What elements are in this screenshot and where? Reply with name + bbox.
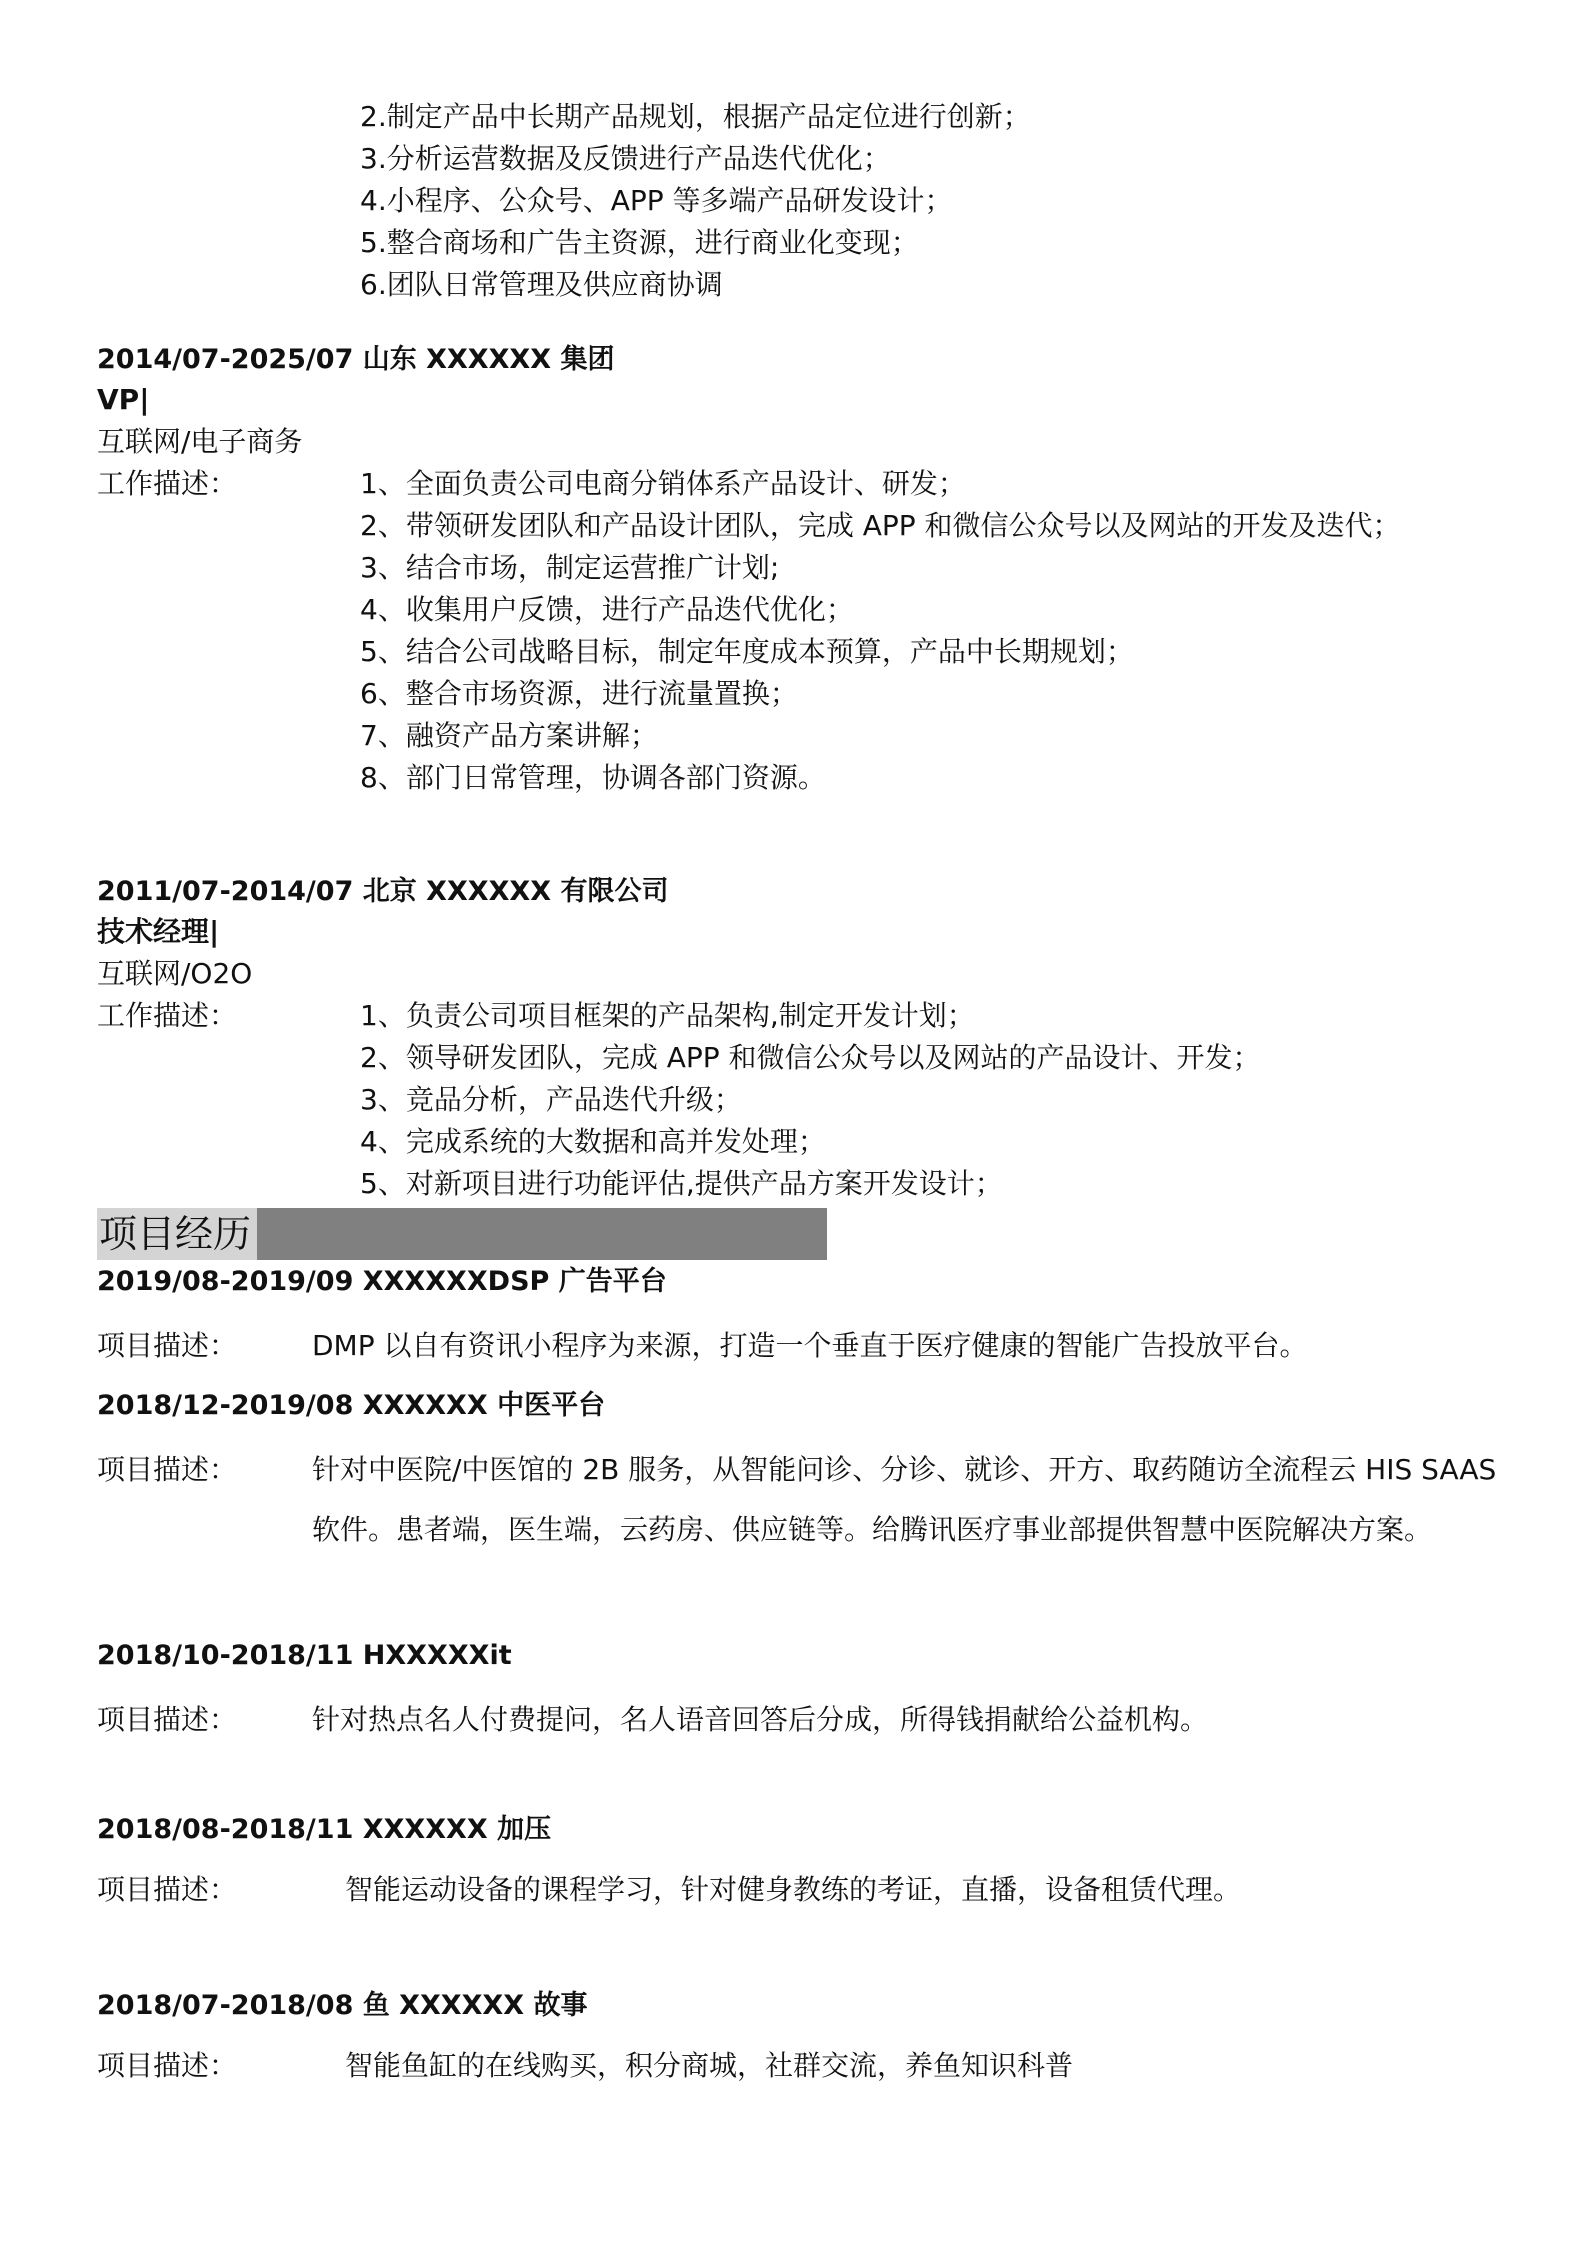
list-item: 2、带领研发团队和产品设计团队，完成 APP 和微信公众号以及网站的开发及迭代； bbox=[360, 509, 1401, 542]
list-item: 6.团队日常管理及供应商协调 bbox=[360, 268, 723, 301]
list-item: 3、竞品分析，产品迭代升级； bbox=[360, 1083, 742, 1116]
job2-header: 2011/07-2014/07 北京 XXXXXX 有限公司 bbox=[97, 876, 669, 907]
job1-role: VP| bbox=[97, 383, 150, 416]
project-desc: 智能运动设备的课程学习，针对健身教练的考证，直播，设备租赁代理。 bbox=[345, 1873, 1242, 1906]
job1-list bbox=[360, 463, 1510, 799]
list-item: 6、整合市场资源，进行流量置换； bbox=[360, 677, 798, 710]
list-item: 1、全面负责公司电商分销体系产品设计、研发； bbox=[360, 467, 966, 500]
section-heading-projects: 项目经历 bbox=[97, 1208, 257, 1260]
job2-desc-label: 工作描述： bbox=[97, 999, 238, 1032]
list-item: 4.小程序、公众号、APP 等多端产品研发设计； bbox=[360, 184, 953, 217]
project-desc-label: 项目描述： bbox=[97, 1453, 238, 1486]
job2-role: 技术经理| bbox=[97, 915, 220, 948]
project-desc-label: 项目描述： bbox=[97, 1329, 238, 1362]
list-item: 2.制定产品中长期产品规划，根据产品定位进行创新； bbox=[360, 100, 1031, 133]
list-item: 3、结合市场，制定运营推广计划; bbox=[360, 551, 780, 584]
project-desc: DMP 以自有资讯小程序为来源，打造一个垂直于医疗健康的智能广告投放平台。 bbox=[312, 1329, 1308, 1362]
job1-industry: 互联网/电子商务 bbox=[97, 425, 303, 458]
project-header: 2018/12-2019/08 XXXXXX 中医平台 bbox=[97, 1390, 606, 1421]
list-item: 4、收集用户反馈，进行产品迭代优化； bbox=[360, 593, 854, 626]
list-item: 3.分析运营数据及反馈进行产品迭代优化； bbox=[360, 142, 891, 175]
project-header: 2018/08-2018/11 XXXXXX 加压 bbox=[97, 1814, 552, 1845]
job1-desc-label: 工作描述： bbox=[97, 467, 238, 500]
list-item: 7、融资产品方案讲解； bbox=[360, 719, 658, 752]
project-desc-label: 项目描述： bbox=[97, 2049, 238, 2082]
job2-list bbox=[360, 995, 1261, 1205]
job1-header: 2014/07-2025/07 山东 XXXXXX 集团 bbox=[97, 344, 615, 375]
project-desc: 针对中医院/中医馆的 2B 服务，从智能问诊、分诊、就诊、开方、取药随访全流程云 HIS SAAS 软件。患者端，医生端，云药房、供应链等。给腾讯医疗事业部提供智慧中医院解决方案。 bbox=[312, 1453, 1497, 1546]
project-desc: 针对热点名人付费提问，名人语音回答后分成，所得钱捐献给公益机构。 bbox=[312, 1703, 1209, 1736]
project-header: 2019/08-2019/09 XXXXXXDSP 广告平台 bbox=[97, 1266, 667, 1297]
project-desc-label: 项目描述： bbox=[97, 1703, 238, 1736]
project-header: 2018/07-2018/08 鱼 XXXXXX 故事 bbox=[97, 1990, 588, 2021]
list-item: 4、完成系统的大数据和高并发处理； bbox=[360, 1125, 826, 1158]
job2-industry: 互联网/O2O bbox=[97, 957, 253, 990]
list-item: 5.整合商场和广告主资源，进行商业化变现； bbox=[360, 226, 919, 259]
list-item: 5、对新项目进行功能评估,提供产品方案开发设计； bbox=[360, 1167, 1003, 1200]
list-item: 2、领导研发团队，完成 APP 和微信公众号以及网站的产品设计、开发； bbox=[360, 1041, 1261, 1074]
project-desc: 智能鱼缸的在线购买，积分商城，社群交流，养鱼知识科普 bbox=[345, 2049, 1074, 2082]
job-top-list bbox=[360, 96, 1031, 306]
project-header: 2018/10-2018/11 HXXXXXit bbox=[97, 1640, 512, 1671]
list-item: 5、结合公司战略目标，制定年度成本预算，产品中长期规划； bbox=[360, 635, 1134, 668]
list-item: 8、部门日常管理，协调各部门资源。 bbox=[360, 761, 826, 794]
list-item: 1、负责公司项目框架的产品架构,制定开发计划； bbox=[360, 999, 975, 1032]
project-desc-label: 项目描述： bbox=[97, 1873, 238, 1906]
